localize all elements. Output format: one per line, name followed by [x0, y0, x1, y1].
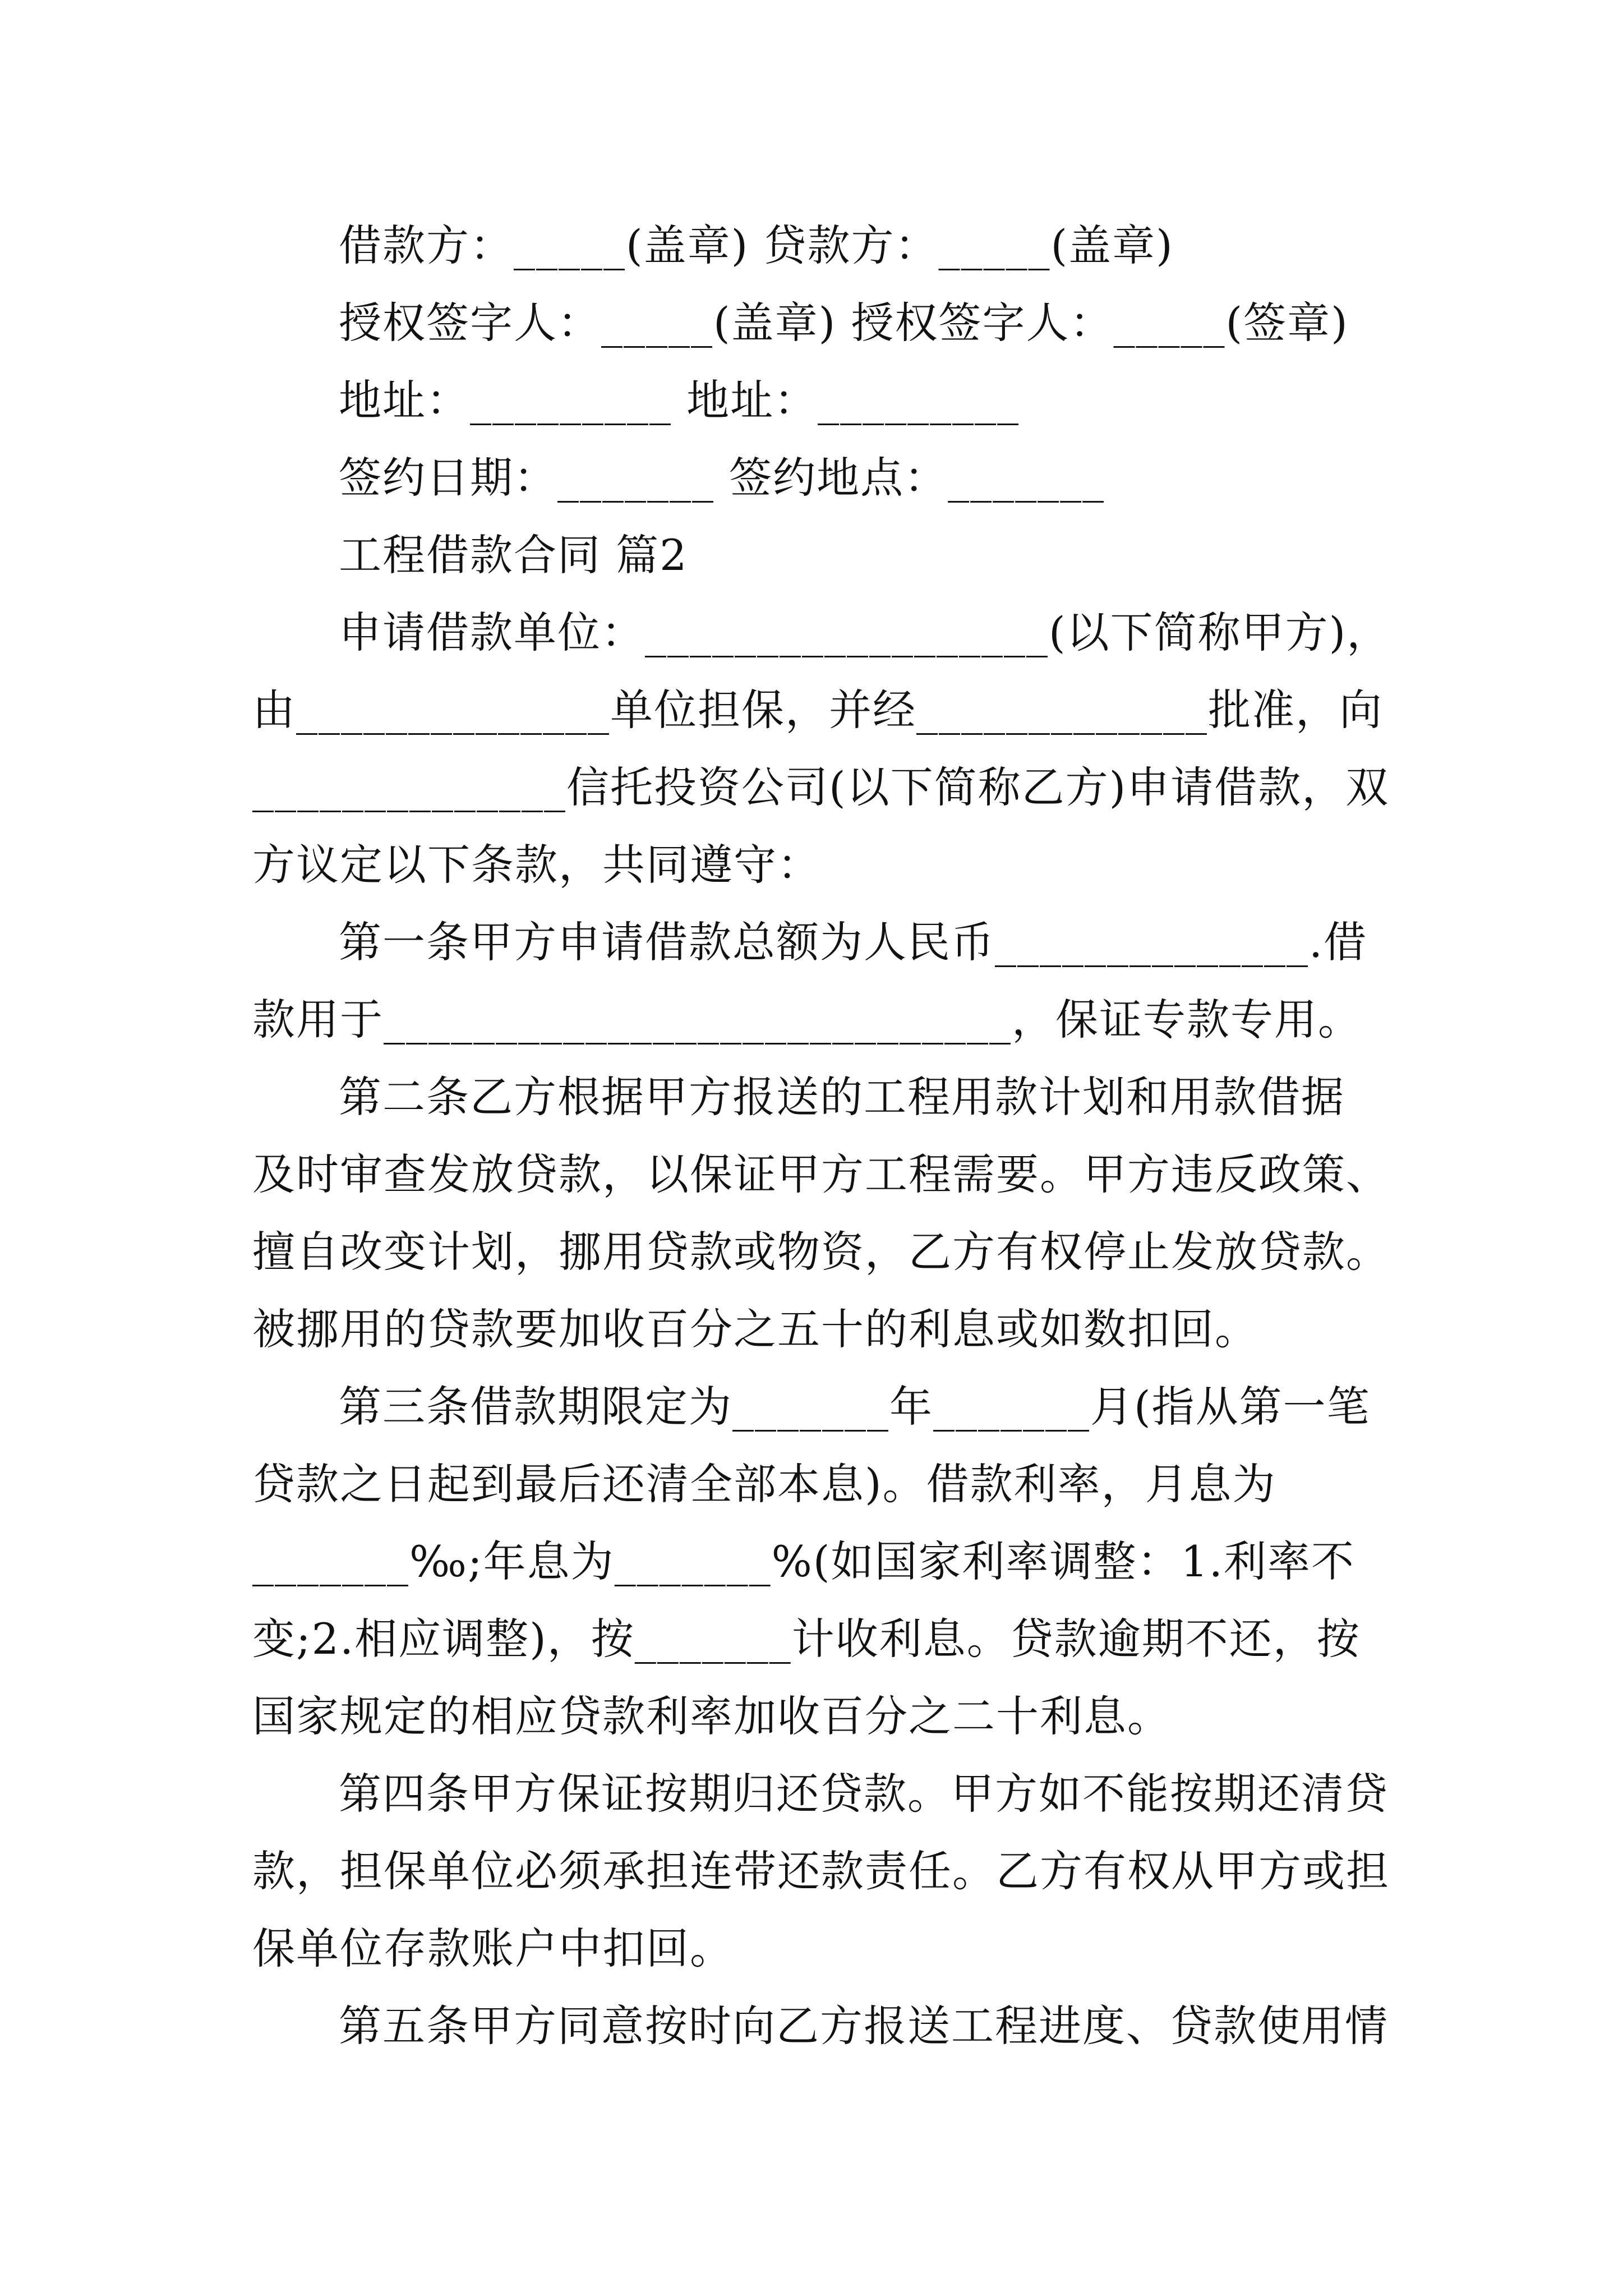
paragraph-line: 由______________单位担保，并经_____________批准，向: [252, 685, 1383, 735]
signature-line-authorized-signers: 授权签字人：_____(盖章) 授权签字人：_____(签章): [339, 298, 1349, 348]
paragraph-line: 第四条甲方保证按期归还贷款。甲方如不能按期还清贷: [339, 1769, 1389, 1819]
paragraph-line: 及时审查发放贷款，以保证甲方工程需要。甲方违反政策、: [252, 1149, 1390, 1199]
paragraph-line: ______________信托投资公司(以下简称乙方)申请借款，双: [252, 762, 1390, 812]
paragraph-line: _______‰;年息为_______%(如国家利率调整：1.利率不: [252, 1536, 1355, 1586]
paragraph-line: 擅自改变计划，挪用贷款或物资，乙方有权停止发放贷款。: [252, 1227, 1390, 1277]
paragraph-line: 国家规定的相应贷款利率加收百分之二十利息。: [252, 1691, 1171, 1741]
paragraph-line: 款，担保单位必须承担连带还款责任。乙方有权从甲方或担: [252, 1846, 1390, 1896]
paragraph-line: 保单位存款账户中扣回。: [252, 1924, 734, 1973]
paragraph-line: 被挪用的贷款要加收百分之五十的利息或如数扣回。: [252, 1304, 1258, 1354]
signature-line-date-place: 签约日期：_______ 签约地点：_______: [339, 453, 1105, 503]
signature-line-address: 地址：_________ 地址：_________: [339, 375, 1020, 425]
paragraph-line: 第二条乙方根据甲方报送的工程用款计划和用款借据: [339, 1072, 1345, 1122]
paragraph-line: 贷款之日起到最后还清全部本息)。借款利率，月息为: [252, 1459, 1276, 1509]
paragraph-line: 第三条借款期限定为_______年_______月(指从第一笔: [339, 1382, 1371, 1432]
section-title: 工程借款合同 篇2: [339, 530, 688, 580]
paragraph-line: 第五条甲方同意按时向乙方报送工程进度、贷款使用情: [339, 2001, 1389, 2051]
paragraph-line: 变;2.相应调整)，按_______计收利息。贷款逾期不还，按: [252, 1614, 1361, 1664]
paragraph-line: 申请借款单位：__________________(以下简称甲方)，: [339, 608, 1391, 657]
paragraph-line: 第一条甲方申请借款总额为人民币______________.借: [339, 917, 1368, 967]
paragraph-line: 款用于____________________________，保证专款专用。: [252, 995, 1362, 1045]
paragraph-line: 方议定以下条款，共同遵守：: [252, 840, 821, 890]
signature-line-borrower-lender: 借款方：_____(盖章) 贷款方：_____(盖章): [339, 220, 1174, 270]
